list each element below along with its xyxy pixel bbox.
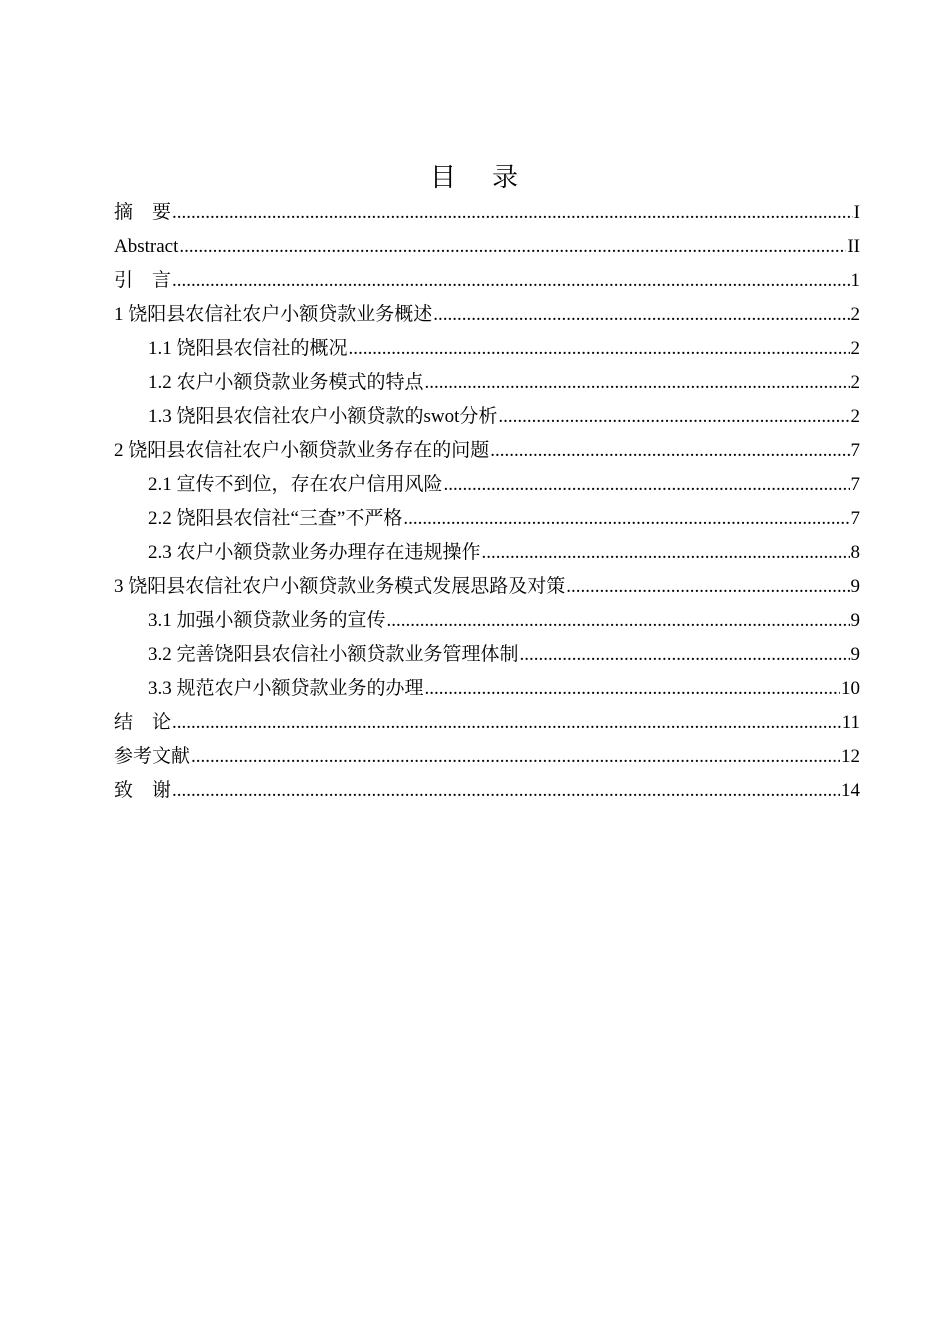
toc-entry-page-number: 7 [850, 508, 860, 529]
toc-title: 目 录 [429, 163, 520, 192]
toc-entry-label: 2.1 宣传不到位，存在农户信用风险 [148, 474, 443, 495]
toc-entry[interactable] [114, 298, 860, 332]
toc-entry-page-number: 9 [850, 576, 860, 597]
toc-entry[interactable] [114, 536, 860, 570]
toc-entry-label: 3 饶阳县农信社农户小额贷款业务模式发展思路及对策 [114, 576, 566, 597]
toc-entry-label: 1.2 农户小额贷款业务模式的特点 [148, 372, 424, 393]
toc-entry[interactable] [114, 196, 860, 230]
toc-entry-label: 1.1 饶阳县农信社的概况 [148, 338, 348, 359]
toc-entry-label: 2.3 农户小额贷款业务办理存在违规操作 [148, 542, 481, 563]
toc-entry-page-number: 12 [841, 746, 860, 767]
toc-dot-leader [172, 196, 853, 230]
toc-entry[interactable] [114, 672, 860, 706]
toc-entry-label: Abstract [114, 236, 179, 257]
toc-entry[interactable] [114, 332, 860, 366]
toc-entry-page-number: 1 [850, 270, 860, 291]
toc-entry-page-number: 7 [850, 474, 860, 495]
toc-dot-leader [482, 536, 850, 570]
toc-entry[interactable] [114, 434, 860, 468]
toc-entry-page-number: 8 [850, 542, 860, 563]
toc-entry-page-number: 9 [850, 644, 860, 665]
toc-entry-label: 2.2 饶阳县农信社“三查”不严格 [148, 508, 403, 529]
toc-dot-leader [433, 298, 849, 332]
toc-entry-label: 3.3 规范农户小额贷款业务的办理 [148, 678, 424, 699]
toc-entry[interactable] [114, 366, 860, 400]
toc-entry[interactable] [114, 230, 860, 264]
toc-entry-page-number: 14 [841, 780, 860, 801]
toc-entry-label: 3.2 完善饶阳县农信社小额贷款业务管理体制 [148, 644, 519, 665]
toc-dot-leader [172, 774, 840, 808]
toc-entry-page-number: 9 [850, 610, 860, 631]
toc-entry[interactable] [114, 638, 860, 672]
toc-entry[interactable] [114, 400, 860, 434]
toc-entry-label: 结 论 [114, 712, 172, 733]
toc-entry[interactable] [114, 502, 860, 536]
toc-entry[interactable] [114, 570, 860, 604]
toc-dot-leader [498, 400, 849, 434]
toc-dot-leader [179, 230, 846, 264]
toc-entry-page-number: II [847, 236, 860, 257]
toc-entry-page-number: 11 [841, 712, 860, 733]
toc-dot-leader [172, 264, 849, 298]
toc-entry-page-number: 2 [850, 372, 860, 393]
toc-entry[interactable] [114, 774, 860, 808]
toc-entry-label: 参考文献 [114, 746, 191, 767]
toc-entry[interactable] [114, 706, 860, 740]
toc-dot-leader [490, 434, 849, 468]
toc-entry[interactable] [114, 740, 860, 774]
toc-entry-label: 引 言 [114, 270, 172, 291]
table-of-contents [114, 196, 860, 808]
toc-dot-leader [520, 638, 850, 672]
toc-entry-label: 1 饶阳县农信社农户小额贷款业务概述 [114, 304, 433, 325]
toc-entry[interactable] [114, 468, 860, 502]
toc-entry-label: 2 饶阳县农信社农户小额贷款业务存在的问题 [114, 440, 490, 461]
toc-entry-page-number: 10 [841, 678, 860, 699]
toc-entry-page-number: 2 [850, 338, 860, 359]
toc-entry-page-number: 2 [850, 406, 860, 427]
toc-entry-label: 摘 要 [114, 202, 172, 223]
toc-entry-label: 致 谢 [114, 780, 172, 801]
toc-dot-leader [191, 740, 840, 774]
toc-entry-label: 1.3 饶阳县农信社农户小额贷款的swot分析 [148, 406, 498, 427]
toc-entry-page-number: 2 [850, 304, 860, 325]
toc-dot-leader [425, 366, 850, 400]
toc-dot-leader [172, 706, 841, 740]
toc-dot-leader [444, 468, 850, 502]
toc-entry[interactable] [114, 604, 860, 638]
toc-entry-page-number: I [853, 202, 860, 223]
toc-dot-leader [387, 604, 850, 638]
toc-dot-leader [425, 672, 840, 706]
toc-entry-label: 3.1 加强小额贷款业务的宣传 [148, 610, 386, 631]
toc-dot-leader [566, 570, 849, 604]
toc-dot-leader [349, 332, 850, 366]
toc-entry[interactable] [114, 264, 860, 298]
toc-dot-leader [403, 502, 849, 536]
toc-entry-page-number: 7 [850, 440, 860, 461]
